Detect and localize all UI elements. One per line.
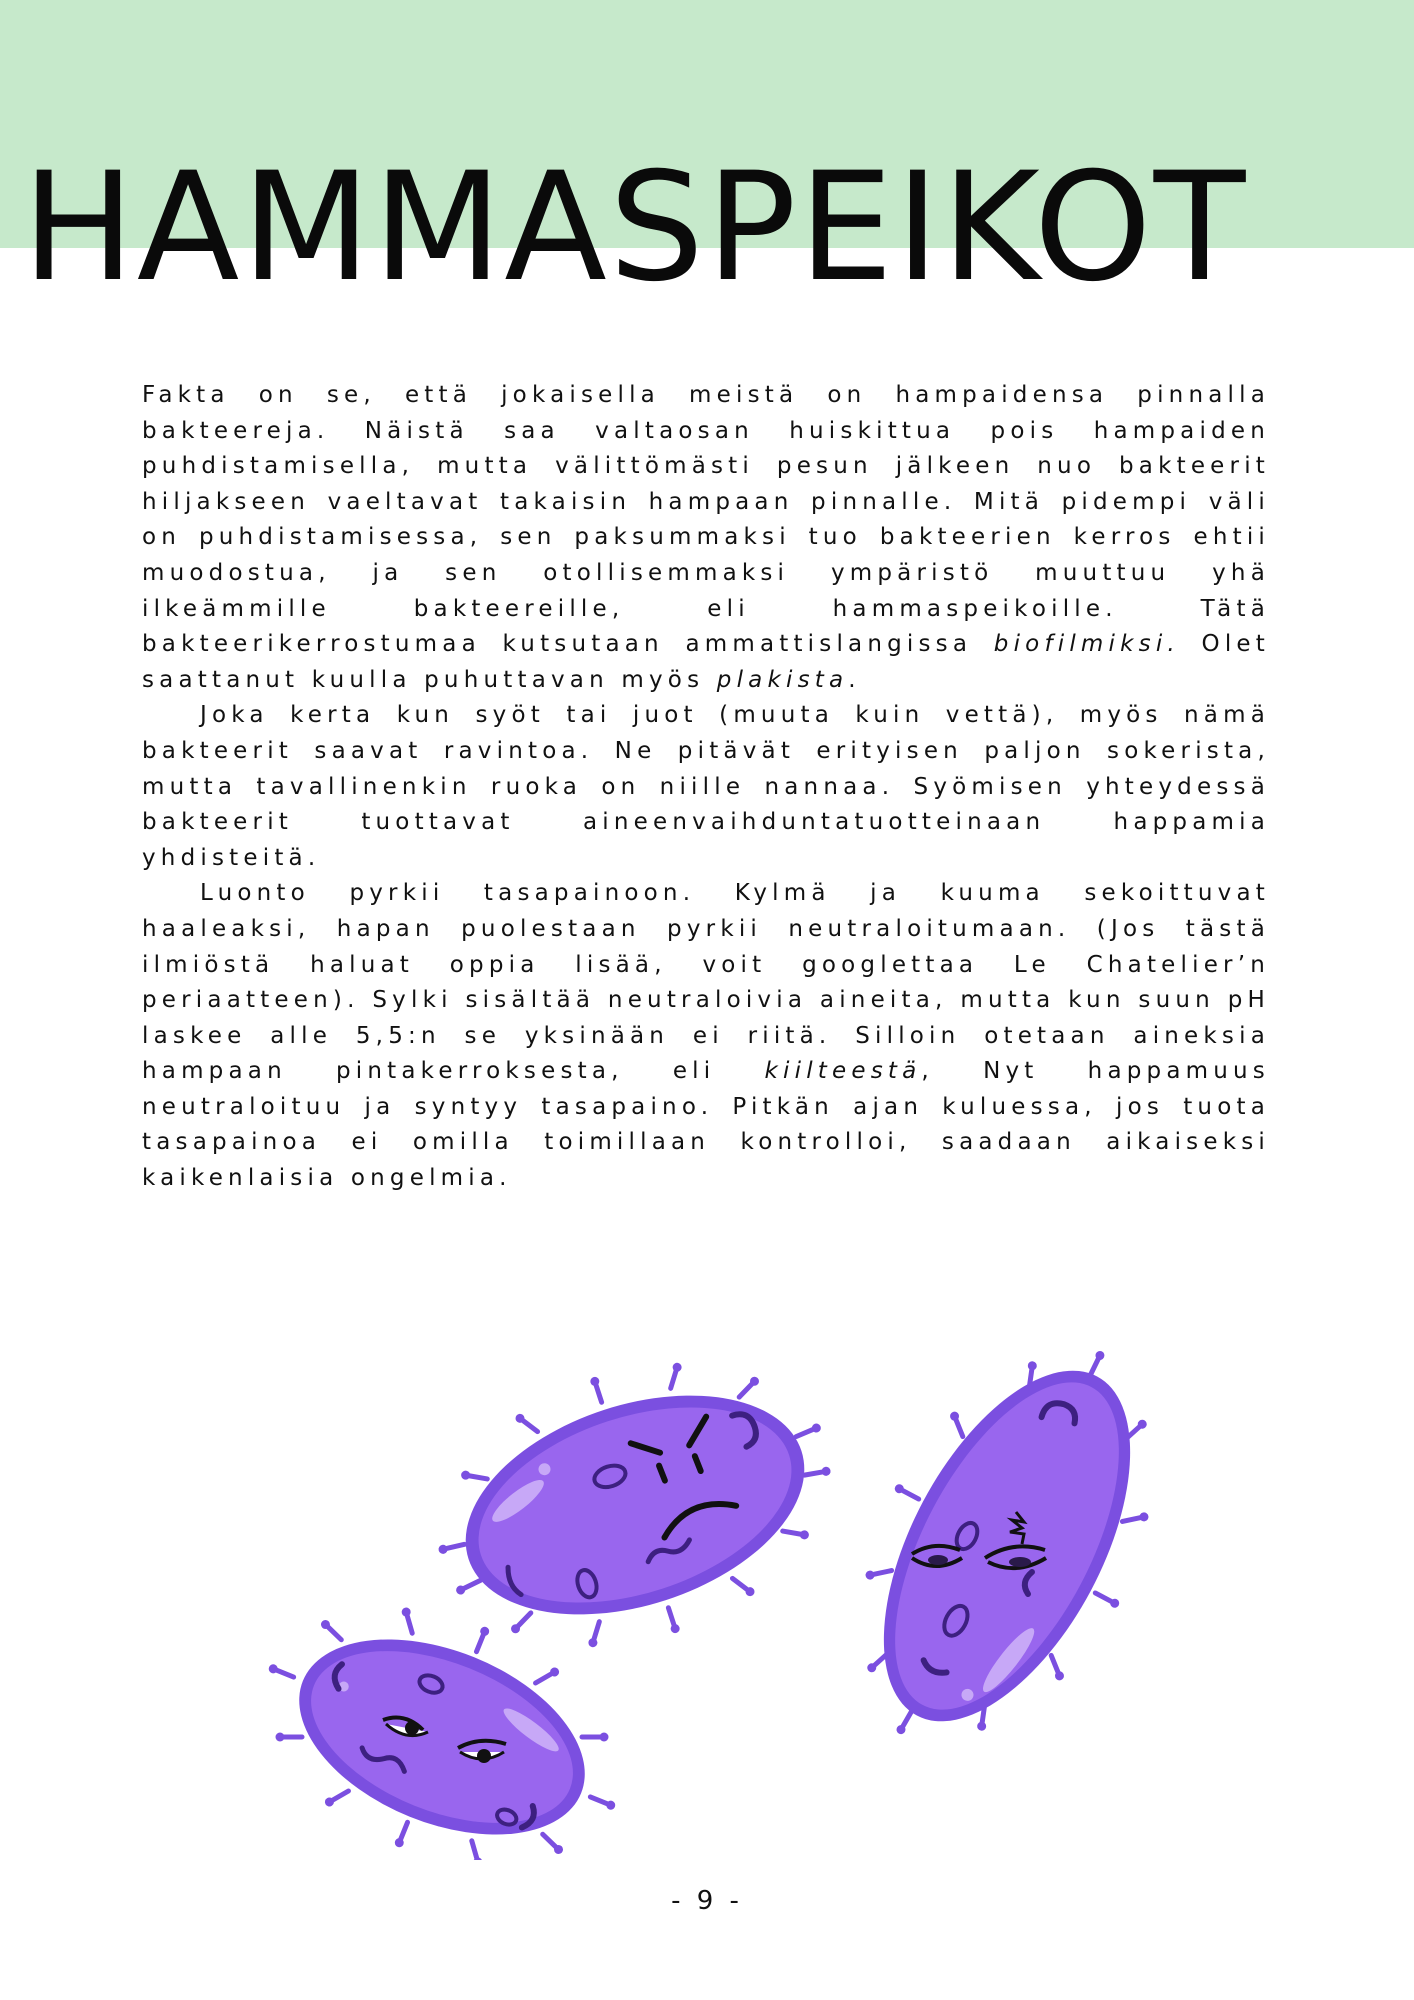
text-segment: Luonto pyrkii tasapainoon. Kylmä ja kuuma sekoittuvat haaleaksi, hapan puolestaan pyrkii neutraloitumaan. (Jos tästä ilmiöstä haluat oppia lisää, voit googlettaa Le Chatelier’n periaatteen). Sylki sisältää neutraloivia aineita, mutta kun suun pH laskee alle 5,5:n se yksinään ei riitä. Silloin otetaan aineksia hampaan pintakerroksesta, eli bbox=[142, 880, 1270, 1085]
paragraph-biofilm bbox=[142, 378, 1270, 698]
annoyed-bacterium-icon bbox=[794, 1320, 1221, 1797]
article-body bbox=[142, 378, 1270, 1197]
text-segment: , Nyt happamuus neutraloituu ja syntyy tasapaino. Pitkän ajan kuluessa, jos tuota tasapainoa ei omilla toimillaan kontrolloi, saadaan aikaiseksi kaikenlaisia ongelmia. bbox=[142, 1058, 1270, 1192]
term-biofilmiksi: biofilmiksi. bbox=[993, 631, 1180, 658]
text-segment: Fakta on se, että jokaisella meistä on hampaidensa pinnalla bakteereja. Näistä saa valtaosan huiskittua pois hampaiden puhdistamisella, mutta välittömästi pesun jälkeen nuo bakteerit hiljakseen vaeltavat takaisin hampaan pinnalle. Mitä pidempi väli on puhdistamisessa, sen paksummaksi tuo bakteerien kerros ehtii muodostua, ja sen otollisemmaksi ympäristö muuttuu yhä ilkeämmille bakteereille, eli hammaspeikoille. Tätä bakteerikerrostumaa kutsutaan ammattislangissa bbox=[142, 382, 1270, 658]
term-plakista: plakista bbox=[716, 666, 849, 693]
term-kiilteesta: kiilteestä bbox=[764, 1058, 922, 1085]
page-number: - 9 - bbox=[671, 1886, 743, 1916]
paragraph-nutrition bbox=[142, 698, 1270, 876]
text-segment: . bbox=[848, 666, 861, 693]
paragraph-balance bbox=[142, 876, 1270, 1196]
page-title: HAMMASPEIKOT bbox=[22, 141, 1248, 315]
angry-bacterium-icon bbox=[402, 1320, 868, 1695]
text-segment: Joka kerta kun syöt tai juot (muuta kuin vettä), myös nämä bakteerit saavat ravintoa. Ne pitävät erityisen paljon sokerista, mutta tavallinenkin ruoka on niille nannaa. Syömisen yhteydessä bakteerit tuottavat aineenvaihduntatuotteinaan happamia yhdisteitä. bbox=[142, 702, 1270, 871]
text-segment: Olet saattanut kuulla puhuttavan myös bbox=[142, 631, 1270, 693]
bacteria-illustration bbox=[0, 1320, 1414, 1860]
